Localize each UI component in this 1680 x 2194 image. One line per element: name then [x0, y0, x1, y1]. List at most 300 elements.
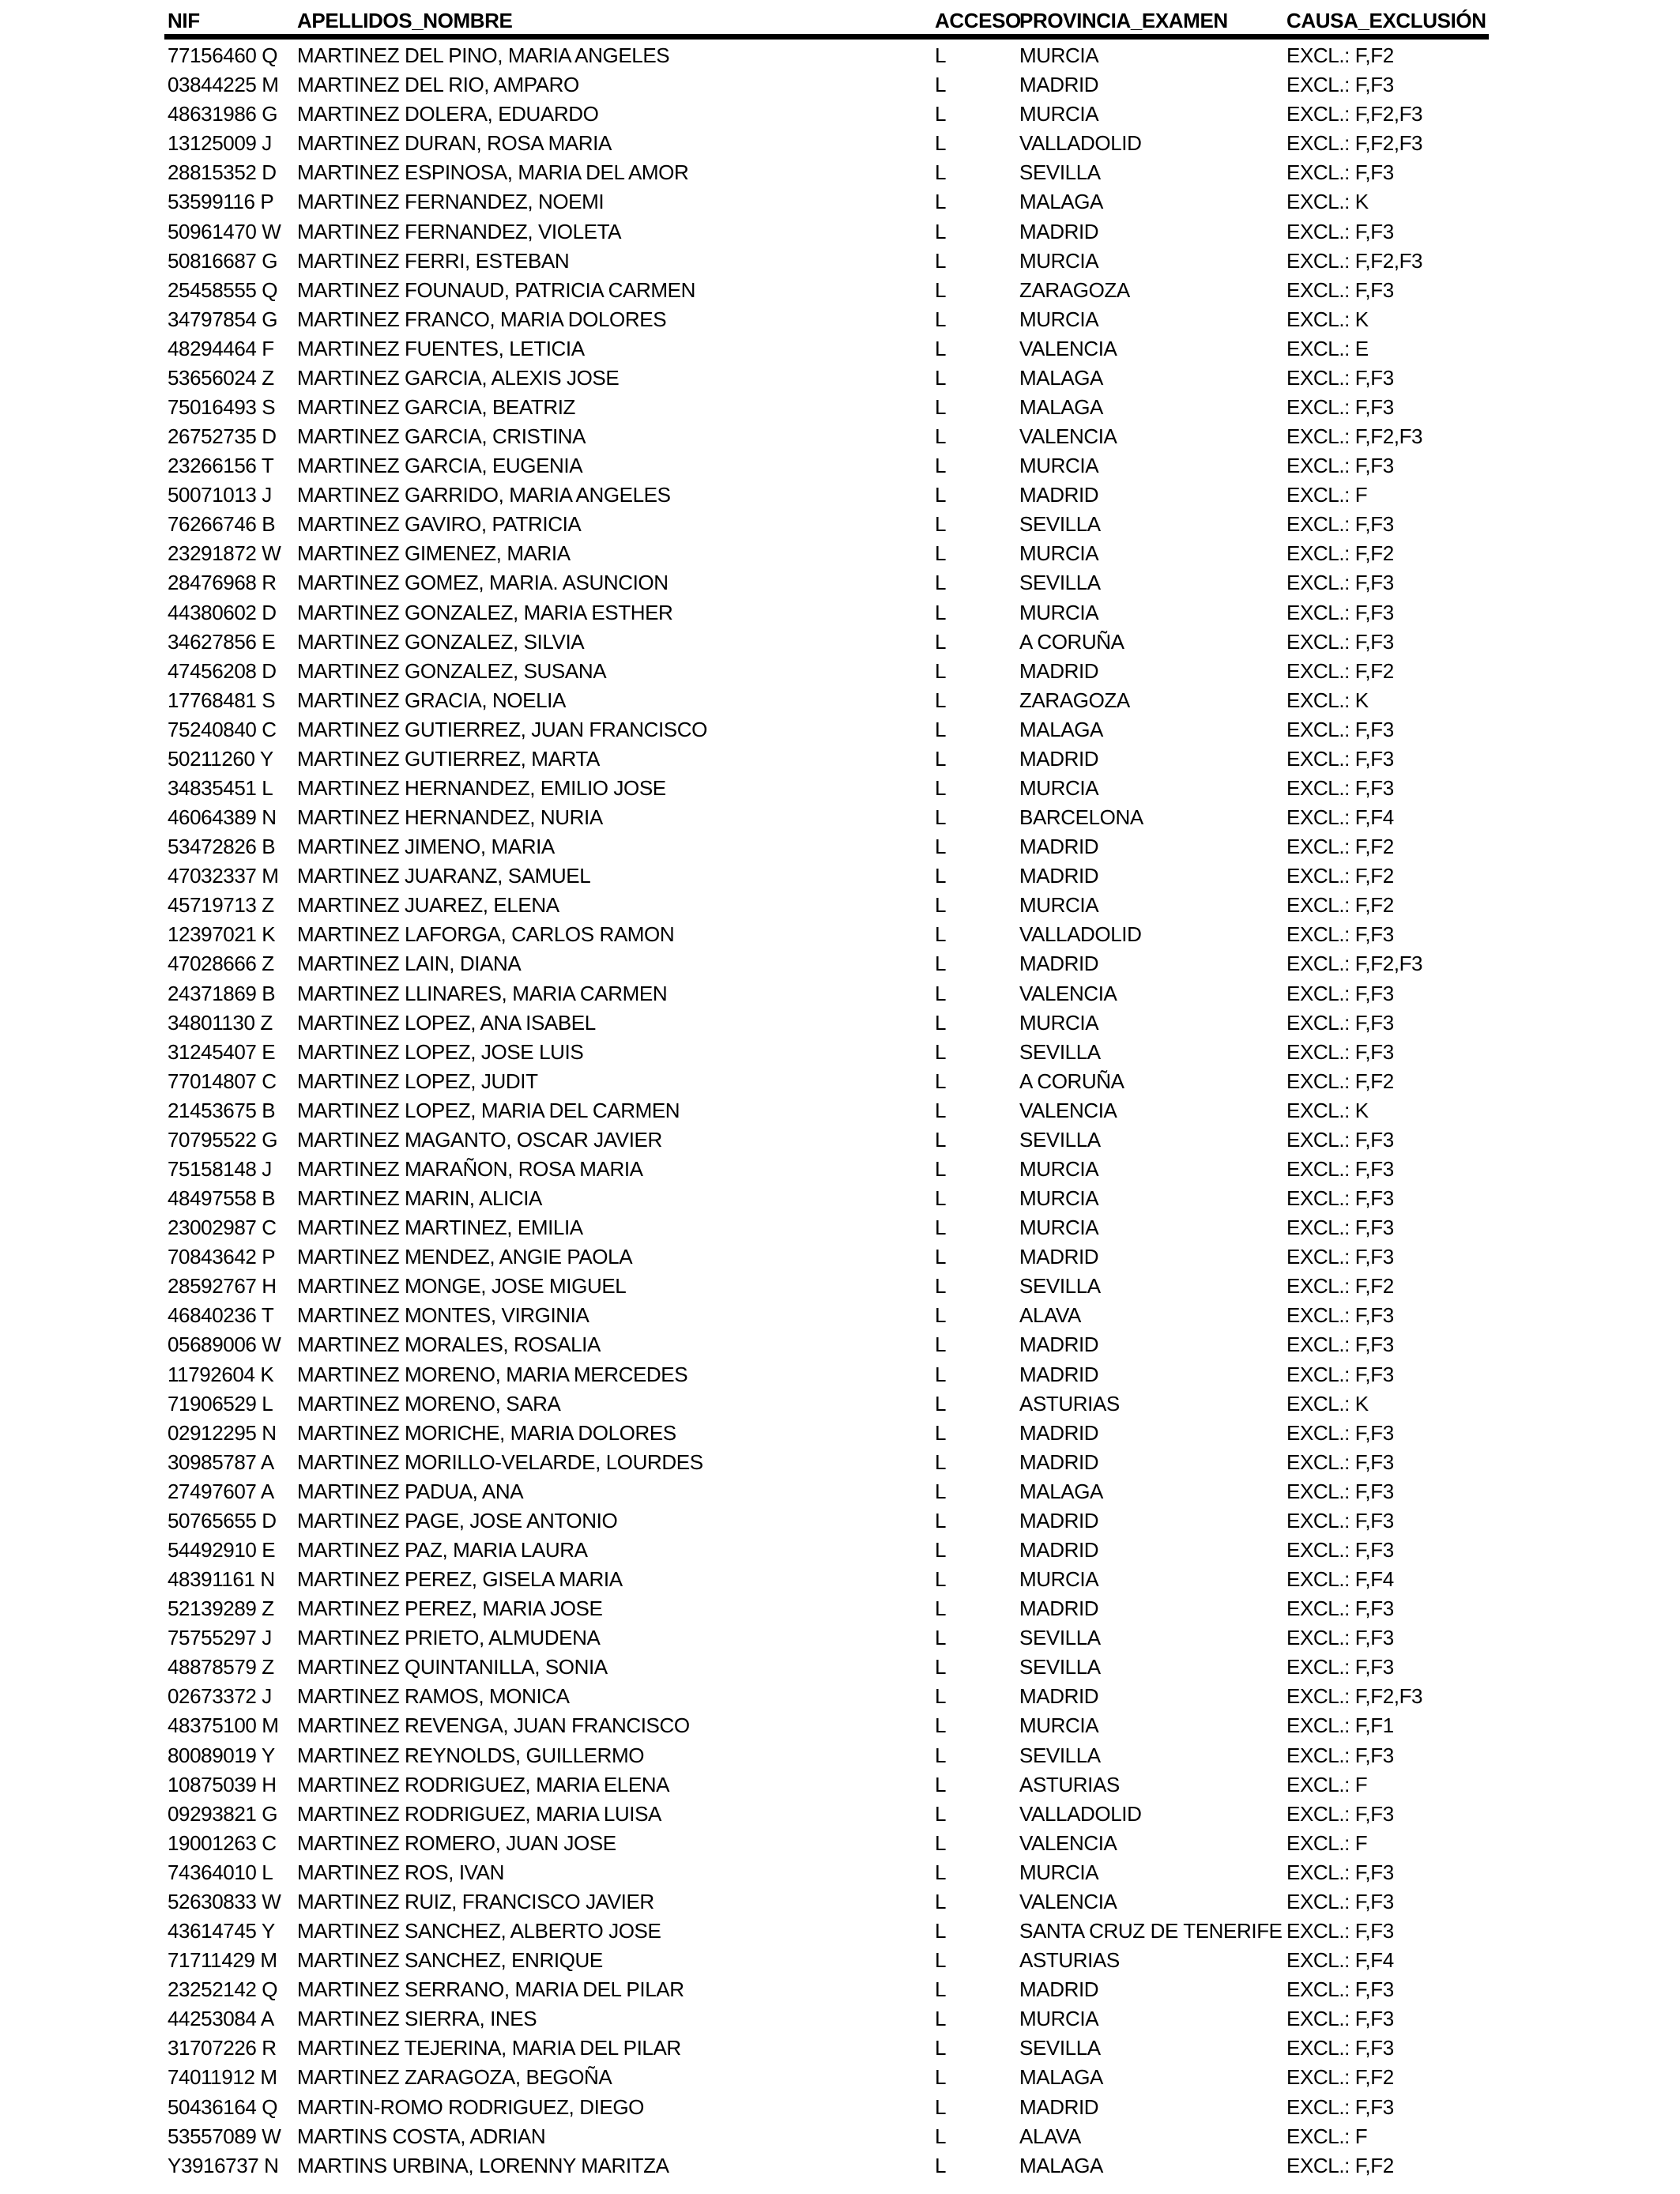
table-row — [0, 2122, 1680, 2151]
table-row — [0, 1682, 1680, 1711]
name-cell: MARTINEZ JUARANZ, SAMUEL — [297, 864, 591, 888]
name-cell: MARTINEZ GONZALEZ, MARIA ESTHER — [297, 600, 673, 624]
acceso-cell: L — [935, 1684, 947, 1709]
provincia-cell: SEVILLA — [1019, 160, 1101, 185]
causa-cell: EXCL.: F,F3 — [1286, 1186, 1394, 1211]
name-cell: MARTINEZ MENDEZ, ANGIE PAOLA — [297, 1245, 633, 1269]
acceso-cell: L — [935, 394, 947, 419]
acceso-cell: L — [935, 1157, 947, 1181]
nif-cell: 23266156 T — [168, 454, 274, 478]
acceso-cell: L — [935, 1596, 947, 1621]
causa-cell: EXCL.: F,F3 — [1286, 73, 1394, 97]
table-row — [0, 2004, 1680, 2034]
acceso-cell: L — [935, 1889, 947, 1913]
nif-cell: 19001263 C — [168, 1830, 277, 1855]
provincia-cell: MURCIA — [1019, 541, 1099, 566]
table-row — [0, 1330, 1680, 1359]
nif-cell: 30985787 A — [168, 1449, 274, 1474]
causa-cell: EXCL.: F,F3 — [1286, 629, 1394, 654]
name-cell: MARTINEZ LOPEZ, MARIA DEL CARMEN — [297, 1098, 680, 1122]
provincia-cell: MALAGA — [1019, 394, 1103, 419]
nif-cell: 53472826 B — [168, 835, 276, 859]
nif-cell: 70795522 G — [168, 1127, 278, 1152]
provincia-cell: MURCIA — [1019, 1567, 1099, 1592]
table-row — [0, 1594, 1680, 1623]
causa-cell: EXCL.: F,F3 — [1286, 1919, 1394, 1943]
name-cell: MARTINEZ HERNANDEZ, EMILIO JOSE — [297, 775, 666, 800]
table-row — [0, 803, 1680, 832]
table-row — [0, 1506, 1680, 1536]
name-cell: MARTINEZ GOMEZ, MARIA. ASUNCION — [297, 571, 669, 595]
provincia-cell: MURCIA — [1019, 2007, 1099, 2031]
table-row — [0, 1565, 1680, 1594]
table-body — [0, 41, 1680, 2181]
nif-cell: 70843642 P — [168, 1245, 276, 1269]
nif-cell: 12397021 K — [168, 922, 276, 947]
provincia-cell: MALAGA — [1019, 717, 1103, 741]
acceso-cell: L — [935, 1567, 947, 1592]
nif-cell: 47032337 M — [168, 864, 279, 888]
provincia-cell: MADRID — [1019, 952, 1099, 976]
acceso-cell: L — [935, 981, 947, 1005]
nif-cell: 34801130 Z — [168, 1010, 273, 1035]
name-cell: MARTINEZ SANCHEZ, ALBERTO JOSE — [297, 1919, 661, 1943]
column-header-nif: NIF — [168, 8, 200, 32]
causa-cell: EXCL.: F,F3 — [1286, 1333, 1394, 1357]
acceso-cell: L — [935, 1860, 947, 1884]
provincia-cell: VALENCIA — [1019, 1889, 1117, 1913]
table-row — [0, 247, 1680, 276]
name-cell: MARTINEZ REVENGA, JUAN FRANCISCO — [297, 1713, 690, 1738]
name-cell: MARTINEZ GARCIA, EUGENIA — [297, 454, 583, 478]
acceso-cell: L — [935, 1303, 947, 1328]
table-row — [0, 1301, 1680, 1330]
table-row — [0, 979, 1680, 1008]
table-row — [0, 1008, 1680, 1038]
causa-cell: EXCL.: F,F3 — [1286, 2036, 1394, 2060]
acceso-cell: L — [935, 454, 947, 478]
provincia-cell: MURCIA — [1019, 1860, 1099, 1884]
provincia-cell: MURCIA — [1019, 454, 1099, 478]
table-row — [0, 861, 1680, 891]
nif-cell: 03844225 M — [168, 73, 279, 97]
acceso-cell: L — [935, 365, 947, 390]
name-cell: MARTINEZ QUINTANILLA, SONIA — [297, 1655, 608, 1679]
acceso-cell: L — [935, 160, 947, 185]
nif-cell: 50765655 D — [168, 1508, 277, 1532]
nif-cell: 28476968 R — [168, 571, 277, 595]
table-row — [0, 364, 1680, 393]
acceso-cell: L — [935, 2153, 947, 2177]
name-cell: MARTINEZ FRANCO, MARIA DOLORES — [297, 307, 667, 331]
acceso-cell: L — [935, 307, 947, 331]
acceso-cell: L — [935, 541, 947, 566]
causa-cell: EXCL.: K — [1286, 190, 1369, 214]
table-row — [0, 1272, 1680, 1301]
nif-cell: 34797854 G — [168, 307, 278, 331]
name-cell: MARTINEZ FOUNAUD, PATRICIA CARMEN — [297, 277, 695, 302]
causa-cell: EXCL.: F,F2 — [1286, 2065, 1394, 2090]
acceso-cell: L — [935, 73, 947, 97]
table-row — [0, 1242, 1680, 1272]
provincia-cell: SEVILLA — [1019, 1127, 1101, 1152]
nif-cell: 26752735 D — [168, 424, 277, 449]
provincia-cell: BARCELONA — [1019, 805, 1143, 830]
nif-cell: 43614745 Y — [168, 1919, 275, 1943]
provincia-cell: SEVILLA — [1019, 1039, 1101, 1064]
acceso-cell: L — [935, 600, 947, 624]
causa-cell: EXCL.: F — [1286, 483, 1368, 507]
causa-cell: EXCL.: E — [1286, 336, 1369, 360]
name-cell: MARTINEZ PEREZ, MARIA JOSE — [297, 1596, 603, 1621]
causa-cell: EXCL.: F,F3 — [1286, 775, 1394, 800]
provincia-cell: MURCIA — [1019, 102, 1099, 126]
nif-cell: 76266746 B — [168, 512, 276, 537]
causa-cell: EXCL.: F,F3 — [1286, 981, 1394, 1005]
name-cell: MARTINEZ GIMENEZ, MARIA — [297, 541, 571, 566]
provincia-cell: VALENCIA — [1019, 424, 1117, 449]
nif-cell: 34627856 E — [168, 629, 276, 654]
provincia-cell: ZARAGOZA — [1019, 688, 1130, 712]
name-cell: MARTINEZ REYNOLDS, GUILLERMO — [297, 1743, 645, 1767]
table-row — [0, 1887, 1680, 1917]
causa-cell: EXCL.: F,F3 — [1286, 1889, 1394, 1913]
table-row — [0, 949, 1680, 978]
table-row — [0, 1975, 1680, 2004]
provincia-cell: SEVILLA — [1019, 2036, 1101, 2060]
acceso-cell: L — [935, 1538, 947, 1563]
name-cell: MARTINEZ MARIN, ALICIA — [297, 1186, 542, 1211]
nif-cell: 46840236 T — [168, 1303, 274, 1328]
nif-cell: 44253084 A — [168, 2007, 274, 2031]
name-cell: MARTINEZ GUTIERREZ, JUAN FRANCISCO — [297, 717, 707, 741]
name-cell: MARTINEZ GRACIA, NOELIA — [297, 688, 566, 712]
table-row — [0, 2151, 1680, 2181]
acceso-cell: L — [935, 1333, 947, 1357]
table-row — [0, 187, 1680, 217]
table-row — [0, 1946, 1680, 1975]
acceso-cell: L — [935, 893, 947, 918]
provincia-cell: MALAGA — [1019, 2065, 1103, 2090]
table-row — [0, 334, 1680, 364]
causa-cell: EXCL.: F,F3 — [1286, 1538, 1394, 1563]
name-cell: MARTINEZ HERNANDEZ, NURIA — [297, 805, 603, 830]
nif-cell: 80089019 Y — [168, 1743, 275, 1767]
provincia-cell: MURCIA — [1019, 1186, 1099, 1211]
causa-cell: EXCL.: F — [1286, 2124, 1368, 2148]
table-row — [0, 774, 1680, 803]
provincia-cell: MADRID — [1019, 1684, 1099, 1709]
name-cell: MARTINEZ SANCHEZ, ENRIQUE — [297, 1948, 603, 1973]
table-row — [0, 510, 1680, 539]
table-row — [0, 1448, 1680, 1477]
acceso-cell: L — [935, 746, 947, 771]
name-cell: MARTINEZ SIERRA, INES — [297, 2007, 537, 2031]
nif-cell: 31245407 E — [168, 1039, 276, 1064]
name-cell: MARTINEZ ROS, IVAN — [297, 1860, 504, 1884]
acceso-cell: L — [935, 336, 947, 360]
nif-cell: 48878579 Z — [168, 1655, 274, 1679]
provincia-cell: VALLADOLID — [1019, 131, 1142, 156]
provincia-cell: VALENCIA — [1019, 981, 1117, 1005]
table-row — [0, 1858, 1680, 1887]
name-cell: MARTINEZ LOPEZ, JOSE LUIS — [297, 1039, 584, 1064]
table-row — [0, 1038, 1680, 1067]
provincia-cell: MALAGA — [1019, 365, 1103, 390]
table-row — [0, 393, 1680, 422]
nif-cell: 75755297 J — [168, 1626, 272, 1650]
causa-cell: EXCL.: F — [1286, 1830, 1368, 1855]
table-row — [0, 1096, 1680, 1125]
table-row — [0, 158, 1680, 187]
table-row — [0, 1653, 1680, 1682]
table-row — [0, 305, 1680, 334]
name-cell: MARTINEZ RODRIGUEZ, MARIA LUISA — [297, 1801, 661, 1826]
table-header-row — [0, 6, 1680, 35]
causa-cell: EXCL.: F,F3 — [1286, 1801, 1394, 1826]
acceso-cell: L — [935, 1127, 947, 1152]
acceso-cell: L — [935, 43, 947, 68]
provincia-cell: ASTURIAS — [1019, 1948, 1120, 1973]
acceso-cell: L — [935, 1216, 947, 1240]
provincia-cell: MADRID — [1019, 73, 1099, 97]
acceso-cell: L — [935, 277, 947, 302]
provincia-cell: MADRID — [1019, 2094, 1099, 2119]
acceso-cell: L — [935, 483, 947, 507]
nif-cell: 27497607 A — [168, 1479, 274, 1503]
table-row — [0, 451, 1680, 481]
acceso-cell: L — [935, 1274, 947, 1299]
nif-cell: 05689006 W — [168, 1333, 281, 1357]
nif-cell: 47028666 Z — [168, 952, 274, 976]
causa-cell: EXCL.: F,F2 — [1286, 541, 1394, 566]
acceso-cell: L — [935, 1039, 947, 1064]
provincia-cell: MADRID — [1019, 1362, 1099, 1386]
acceso-cell: L — [935, 1186, 947, 1211]
name-cell: MARTINEZ DOLERA, EDUARDO — [297, 102, 599, 126]
acceso-cell: L — [935, 922, 947, 947]
provincia-cell: VALENCIA — [1019, 1098, 1117, 1122]
provincia-cell: ALAVA — [1019, 1303, 1081, 1328]
provincia-cell: MURCIA — [1019, 775, 1099, 800]
table-row — [0, 422, 1680, 451]
nif-cell: 74364010 L — [168, 1860, 273, 1884]
causa-cell: EXCL.: F,F3 — [1286, 1303, 1394, 1328]
provincia-cell: ASTURIAS — [1019, 1772, 1120, 1796]
nif-cell: 48375100 M — [168, 1713, 279, 1738]
table-row — [0, 1155, 1680, 1184]
name-cell: MARTINEZ DEL PINO, MARIA ANGELES — [297, 43, 670, 68]
acceso-cell: L — [935, 775, 947, 800]
provincia-cell: MURCIA — [1019, 600, 1099, 624]
table-row — [0, 1800, 1680, 1829]
acceso-cell: L — [935, 1391, 947, 1416]
name-cell: MARTINEZ LLINARES, MARIA CARMEN — [297, 981, 668, 1005]
column-header-provincia-examen: PROVINCIA_EXAMEN — [1019, 8, 1228, 32]
acceso-cell: L — [935, 1772, 947, 1796]
causa-cell: EXCL.: F,F3 — [1286, 1743, 1394, 1767]
acceso-cell: L — [935, 1743, 947, 1767]
table-row — [0, 1360, 1680, 1389]
provincia-cell: SEVILLA — [1019, 1743, 1101, 1767]
nif-cell: 23002987 C — [168, 1216, 277, 1240]
name-cell: MARTINEZ PEREZ, GISELA MARIA — [297, 1567, 623, 1592]
name-cell: MARTINEZ GARCIA, ALEXIS JOSE — [297, 365, 620, 390]
name-cell: MARTINS URBINA, LORENNY MARITZA — [297, 2153, 669, 2177]
name-cell: MARTINEZ MORICHE, MARIA DOLORES — [297, 1420, 676, 1445]
causa-cell: EXCL.: K — [1286, 1391, 1369, 1416]
acceso-cell: L — [935, 2094, 947, 2119]
nif-cell: 23291872 W — [168, 541, 281, 566]
acceso-cell: L — [935, 1948, 947, 1973]
provincia-cell: VALENCIA — [1019, 1830, 1117, 1855]
name-cell: MARTINEZ FERNANDEZ, VIOLETA — [297, 219, 622, 243]
name-cell: MARTINEZ JUAREZ, ELENA — [297, 893, 559, 918]
nif-cell: 50436164 Q — [168, 2094, 278, 2119]
name-cell: MARTINEZ GONZALEZ, SUSANA — [297, 658, 607, 683]
name-cell: MARTINEZ RUIZ, FRANCISCO JAVIER — [297, 1889, 654, 1913]
nif-cell: 52139289 Z — [168, 1596, 274, 1621]
name-cell: MARTINS COSTA, ADRIAN — [297, 2124, 546, 2148]
provincia-cell: MADRID — [1019, 1977, 1099, 2002]
name-cell: MARTINEZ PAGE, JOSE ANTONIO — [297, 1508, 618, 1532]
table-row — [0, 598, 1680, 627]
table-row — [0, 1213, 1680, 1242]
nif-cell: 75158148 J — [168, 1157, 272, 1181]
table-row — [0, 920, 1680, 949]
table-row — [0, 1711, 1680, 1740]
causa-cell: EXCL.: F,F4 — [1286, 1567, 1394, 1592]
causa-cell: EXCL.: F,F3 — [1286, 394, 1394, 419]
nif-cell: 45719713 Z — [168, 893, 274, 918]
name-cell: MARTINEZ GARRIDO, MARIA ANGELES — [297, 483, 671, 507]
name-cell: MARTINEZ GARCIA, CRISTINA — [297, 424, 586, 449]
causa-cell: EXCL.: F,F2,F3 — [1286, 248, 1423, 273]
acceso-cell: L — [935, 1010, 947, 1035]
table-row — [0, 2063, 1680, 2092]
table-row — [0, 1389, 1680, 1419]
causa-cell: EXCL.: F,F3 — [1286, 365, 1394, 390]
nif-cell: 11792604 K — [168, 1362, 274, 1386]
table-row — [0, 1536, 1680, 1565]
name-cell: MARTINEZ MARTINEZ, EMILIA — [297, 1216, 583, 1240]
causa-cell: EXCL.: F,F1 — [1286, 1713, 1394, 1738]
nif-cell: 48294464 F — [168, 336, 274, 360]
nif-cell: 53656024 Z — [168, 365, 274, 390]
provincia-cell: SEVILLA — [1019, 571, 1101, 595]
causa-cell: EXCL.: F,F3 — [1286, 1216, 1394, 1240]
name-cell: MARTINEZ MORENO, SARA — [297, 1391, 561, 1416]
provincia-cell: MADRID — [1019, 658, 1099, 683]
table-row — [0, 1184, 1680, 1213]
acceso-cell: L — [935, 1713, 947, 1738]
causa-cell: EXCL.: F,F3 — [1286, 2007, 1394, 2031]
causa-cell: EXCL.: F,F3 — [1286, 2094, 1394, 2119]
provincia-cell: MURCIA — [1019, 248, 1099, 273]
header-divider — [164, 34, 1489, 40]
nif-cell: 02673372 J — [168, 1684, 272, 1709]
causa-cell: EXCL.: F,F3 — [1286, 1245, 1394, 1269]
causa-cell: EXCL.: F,F3 — [1286, 1127, 1394, 1152]
table-row — [0, 276, 1680, 305]
table-row — [0, 129, 1680, 158]
acceso-cell: L — [935, 1420, 947, 1445]
table-row — [0, 1623, 1680, 1653]
name-cell: MARTINEZ LOPEZ, JUDIT — [297, 1069, 538, 1093]
acceso-cell: L — [935, 1655, 947, 1679]
causa-cell: EXCL.: F,F3 — [1286, 1977, 1394, 2002]
acceso-cell: L — [935, 424, 947, 449]
name-cell: MARTINEZ PRIETO, ALMUDENA — [297, 1626, 601, 1650]
causa-cell: EXCL.: F,F3 — [1286, 1860, 1394, 1884]
nif-cell: 25458555 Q — [168, 277, 278, 302]
provincia-cell: MADRID — [1019, 1333, 1099, 1357]
causa-cell: EXCL.: F,F3 — [1286, 454, 1394, 478]
name-cell: MARTINEZ DEL RIO, AMPARO — [297, 73, 579, 97]
nif-cell: 46064389 N — [168, 805, 277, 830]
causa-cell: EXCL.: F,F2 — [1286, 43, 1394, 68]
nif-cell: 28592767 H — [168, 1274, 277, 1299]
provincia-cell: MURCIA — [1019, 893, 1099, 918]
table-row — [0, 2034, 1680, 2063]
table-row — [0, 1917, 1680, 1946]
provincia-cell: MURCIA — [1019, 43, 1099, 68]
nif-cell: 44380602 D — [168, 600, 277, 624]
nif-cell: 74011912 M — [168, 2065, 277, 2090]
name-cell: MARTINEZ MORALES, ROSALIA — [297, 1333, 601, 1357]
nif-cell: 54492910 E — [168, 1538, 276, 1563]
name-cell: MARTINEZ LOPEZ, ANA ISABEL — [297, 1010, 596, 1035]
acceso-cell: L — [935, 688, 947, 712]
causa-cell: EXCL.: F,F3 — [1286, 1508, 1394, 1532]
name-cell: MARTINEZ ZARAGOZA, BEGOÑA — [297, 2065, 612, 2090]
nif-cell: 10875039 H — [168, 1772, 277, 1796]
name-cell: MARTINEZ MONTES, VIRGINIA — [297, 1303, 590, 1328]
acceso-cell: L — [935, 248, 947, 273]
name-cell: MARTINEZ FUENTES, LETICIA — [297, 336, 585, 360]
nif-cell: 13125009 J — [168, 131, 272, 156]
causa-cell: EXCL.: F,F3 — [1286, 1626, 1394, 1650]
causa-cell: EXCL.: K — [1286, 307, 1369, 331]
name-cell: MARTINEZ MORENO, MARIA MERCEDES — [297, 1362, 688, 1386]
acceso-cell: L — [935, 658, 947, 683]
causa-cell: EXCL.: F,F2 — [1286, 2153, 1394, 2177]
causa-cell: EXCL.: F,F4 — [1286, 805, 1394, 830]
table-row — [0, 41, 1680, 70]
table-row — [0, 657, 1680, 686]
table-row — [0, 686, 1680, 715]
name-cell: MARTINEZ MONGE, JOSE MIGUEL — [297, 1274, 627, 1299]
nif-cell: 48391161 N — [168, 1567, 275, 1592]
acceso-cell: L — [935, 131, 947, 156]
acceso-cell: L — [935, 1919, 947, 1943]
table-row — [0, 628, 1680, 657]
table-row — [0, 100, 1680, 129]
table-row — [0, 1770, 1680, 1800]
provincia-cell: ZARAGOZA — [1019, 277, 1130, 302]
causa-cell: EXCL.: F,F3 — [1286, 512, 1394, 537]
acceso-cell: L — [935, 571, 947, 595]
provincia-cell: MURCIA — [1019, 1713, 1099, 1738]
acceso-cell: L — [935, 2065, 947, 2090]
provincia-cell: VALLADOLID — [1019, 1801, 1142, 1826]
causa-cell: EXCL.: F,F3 — [1286, 922, 1394, 947]
table-row — [0, 832, 1680, 861]
nif-cell: Y3916737 N — [168, 2153, 279, 2177]
provincia-cell: MALAGA — [1019, 2153, 1103, 2177]
causa-cell: EXCL.: F,F3 — [1286, 1420, 1394, 1445]
nif-cell: 48497558 B — [168, 1186, 276, 1211]
